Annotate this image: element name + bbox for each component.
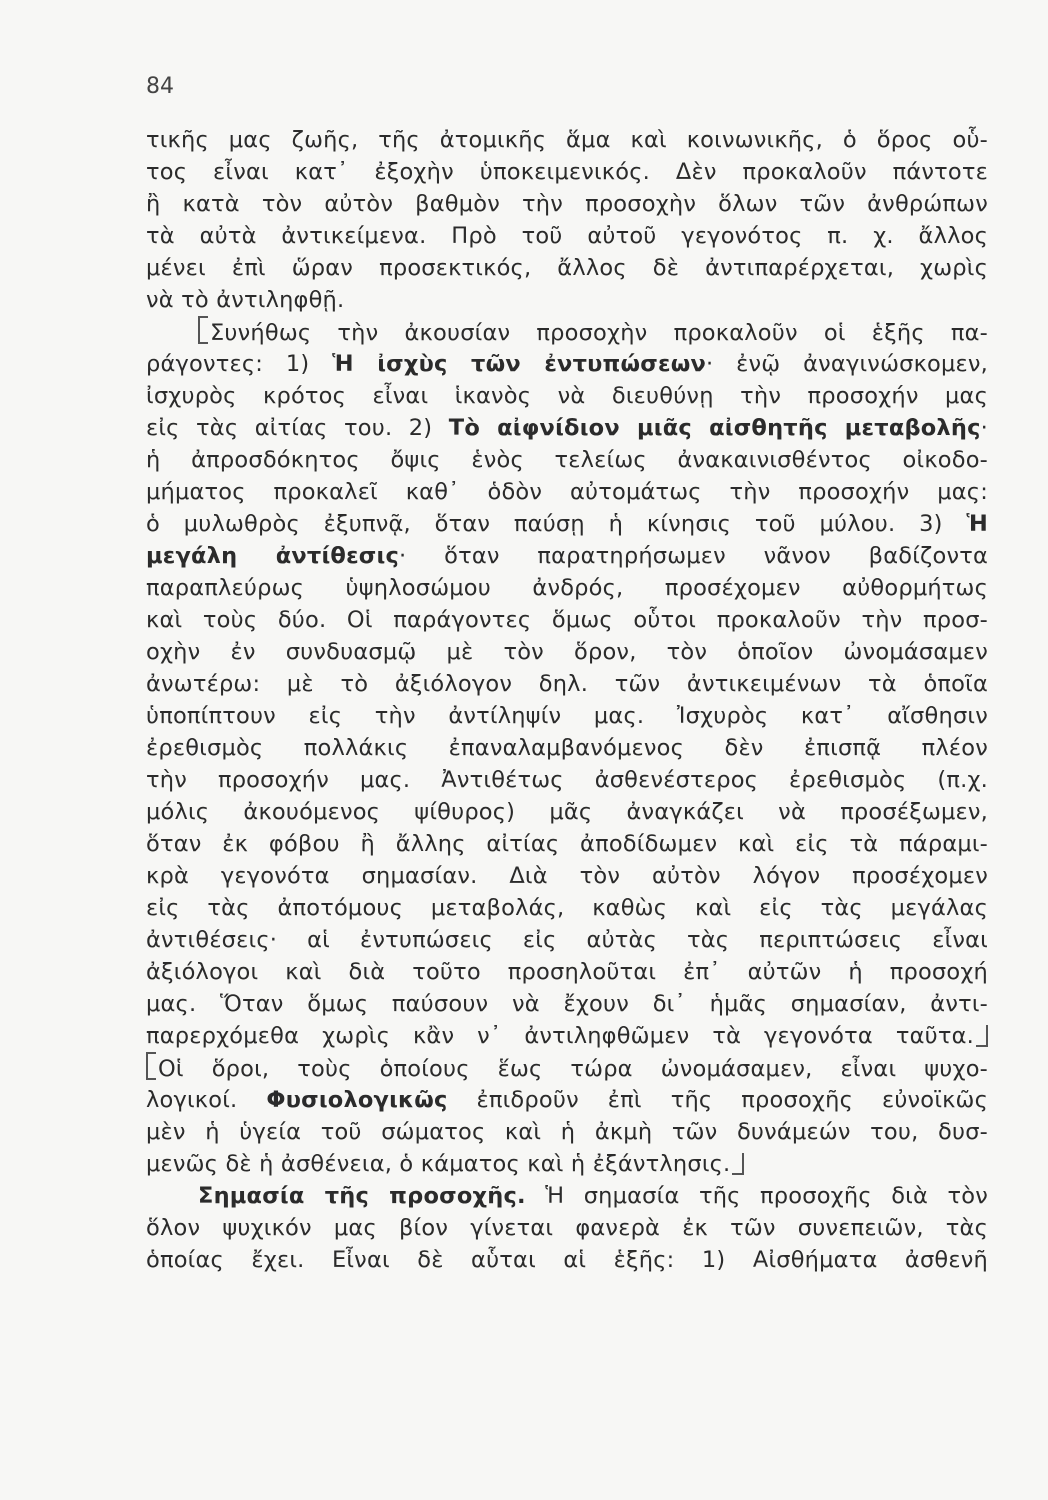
text-line: ὑποπίπτουν εἰς τὴν ἀντίληψίν μας. Ἰσχυρὸς κατ᾽ αἴσθησιν: [146, 703, 988, 729]
text-line: παρερχόμεθα χωρὶς κἂν ν᾽ ἀντιληφθῶμεν τὰ γεγονότα ταῦτα.: [146, 1020, 988, 1052]
text-line: τος εἶναι κατ᾽ ἐξοχὴν ὑποκειμενικός. Δὲν προκαλοῦν πάντοτε: [146, 159, 988, 185]
bold-term: Ἡ: [966, 511, 988, 537]
text-line: ὁποίας ἔχει. Εἶναι δὲ αὗται αἱ ἑξῆς: 1) Αἰσθήματα ἀσθενῆ: [146, 1247, 988, 1273]
text-line: ὁ μυλωθρὸς ἐξυπνᾷ, ὅταν παύσῃ ἡ κίνησις τοῦ μύλου. 3) Ἡ: [146, 511, 988, 537]
body-text: [146, 124, 988, 1276]
section-heading-line: Σημασία τῆς προσοχῆς. Ἡ σημασία τῆς προσοχῆς διὰ τὸν: [198, 1183, 988, 1209]
text-line: εἰς τὰς ἀποτόμους μεταβολάς, καθὼς καὶ εἰς τὰς μεγάλας: [146, 895, 988, 921]
text-line: τὴν προσοχήν μας. Ἀντιθέτως ἀσθενέστερος ἐρεθισμὸς (π.χ.: [146, 767, 988, 793]
text-line: ὅταν ἐκ φόβου ἢ ἄλλης αἰτίας ἀποδίδωμεν καὶ εἰς τὰ πάραμι-: [146, 831, 988, 857]
margin-bracket-mark: [198, 316, 208, 344]
text-line: μὲν ἡ ὑγεία τοῦ σώματος καὶ ἡ ἀκμὴ τῶν δυνάμεών του, δυσ-: [146, 1119, 988, 1145]
text-line: ἀξιόλογοι καὶ διὰ τοῦτο προσηλοῦται ἐπ᾽ αὐτῶν ἡ προσοχή: [146, 959, 988, 985]
bold-term: μεγάλη ἀντίθεσις: [146, 543, 400, 569]
text-line: ἀντιθέσεις· αἱ ἐντυπώσεις εἰς αὐτὰς τὰς περιπτώσεις εἶναι: [146, 927, 988, 953]
text-line: ἰσχυρὸς κρότος εἶναι ἱκανὸς νὰ διευθύνῃ τὴν προσοχήν μας: [146, 383, 988, 409]
text-line: λογικοί. Φυσιολογικῶς ἐπιδροῦν ἐπὶ τῆς προσοχῆς εὐνοϊκῶς: [146, 1087, 988, 1113]
section-heading: Σημασία τῆς προσοχῆς.: [198, 1183, 526, 1209]
text-line: ὅλον ψυχικόν μας βίον γίνεται φανερὰ ἐκ τῶν συνεπειῶν, τὰς: [146, 1215, 988, 1241]
text-line: νὰ τὸ ἀντιληφθῇ.: [146, 287, 345, 313]
text-line: ἡ ἀπροσδόκητος ὄψις ἑνὸς τελείως ἀνακαινισθέντος οἰκοδο-: [146, 447, 988, 473]
text-line: μένει ἐπὶ ὥραν προσεκτικός, ἄλλος δὲ ἀντιπαρέρχεται, χωρὶς: [146, 255, 988, 281]
text-line: τικῆς μας ζωῆς, τῆς ἀτομικῆς ἅμα καὶ κοινωνικῆς, ὁ ὅρος οὗ-: [146, 127, 988, 153]
text-line: ἢ κατὰ τὸν αὐτὸν βαθμὸν τὴν προσοχὴν ὅλων τῶν ἀνθρώπων: [146, 191, 988, 217]
text-line: εἰς τὰς αἰτίας του. 2) Τὸ αἰφνίδιον μιᾶς αἰσθητῆς μεταβολῆς·: [146, 415, 988, 441]
text-line: τὰ αὐτὰ ἀντικείμενα. Πρὸ τοῦ αὐτοῦ γεγονότος π. χ. ἄλλος: [146, 223, 988, 249]
text-line: μενῶς δὲ ἡ ἀσθένεια, ὁ κάματος καὶ ἡ ἐξάντλησις.: [146, 1148, 988, 1180]
margin-bracket-mark: [146, 1052, 156, 1080]
bold-term: Τὸ αἰφνίδιον μιᾶς αἰσθητῆς μεταβολῆς: [448, 415, 981, 441]
text-line: μεγάλη ἀντίθεσις· ὅταν παρατηρήσωμεν νᾶνον βαδίζοντα: [146, 543, 988, 569]
text-line: παραπλεύρως ὑψηλοσώμου ἀνδρός, προσέχομεν αὐθορμήτως: [146, 575, 988, 601]
text-line: μας. Ὅταν ὅμως παύσουν νὰ ἔχουν δι᾽ ἡμᾶς σημασίαν, ἀντι-: [146, 991, 988, 1017]
margin-end-mark: [976, 1025, 988, 1047]
text-line: οχὴν ἐν συνδυασμῷ μὲ τὸν ὅρον, τὸν ὁποῖον ὠνομάσαμεν: [146, 639, 988, 665]
page-number: 84: [146, 74, 174, 99]
text-line: μόλις ἀκουόμενος ψίθυρος) μᾶς ἀναγκάζει νὰ προσέξωμεν,: [146, 799, 988, 825]
text-line: μήματος προκαλεῖ καθ᾽ ὁδὸν αὐτομάτως τὴν προσοχήν μας:: [146, 479, 988, 505]
text-line: ράγοντες: 1) Ἡ ἰσχὺς τῶν ἐντυπώσεων· ἐνῷ ἀναγινώσκομεν,: [146, 351, 988, 377]
bold-term: Ἡ ἰσχὺς τῶν ἐντυπώσεων: [332, 351, 707, 377]
text-line: ἐρεθισμὸς πολλάκις ἐπαναλαμβανόμενος δὲν ἐπισπᾷ πλέον: [146, 735, 988, 761]
margin-end-mark: [732, 1153, 744, 1175]
paragraph-start-line: Οἱ ὅροι, τοὺς ὁποίους ἕως τώρα ὠνομάσαμεν, εἶναι ψυχο-: [146, 1052, 988, 1084]
paragraph-start-line: Συνήθως τὴν ἀκουσίαν προσοχὴν προκαλοῦν οἱ ἑξῆς πα-: [146, 316, 988, 348]
text-line: ἀνωτέρω: μὲ τὸ ἀξιόλογον δηλ. τῶν ἀντικειμένων τὰ ὁποῖα: [146, 671, 988, 697]
text-line: καὶ τοὺς δύο. Οἱ παράγοντες ὅμως οὗτοι προκαλοῦν τὴν προσ-: [146, 607, 988, 633]
text-line: κρὰ γεγονότα σημασίαν. Διὰ τὸν αὐτὸν λόγον προσέχομεν: [146, 863, 988, 889]
bold-term: Φυσιολογικῶς: [266, 1087, 448, 1113]
